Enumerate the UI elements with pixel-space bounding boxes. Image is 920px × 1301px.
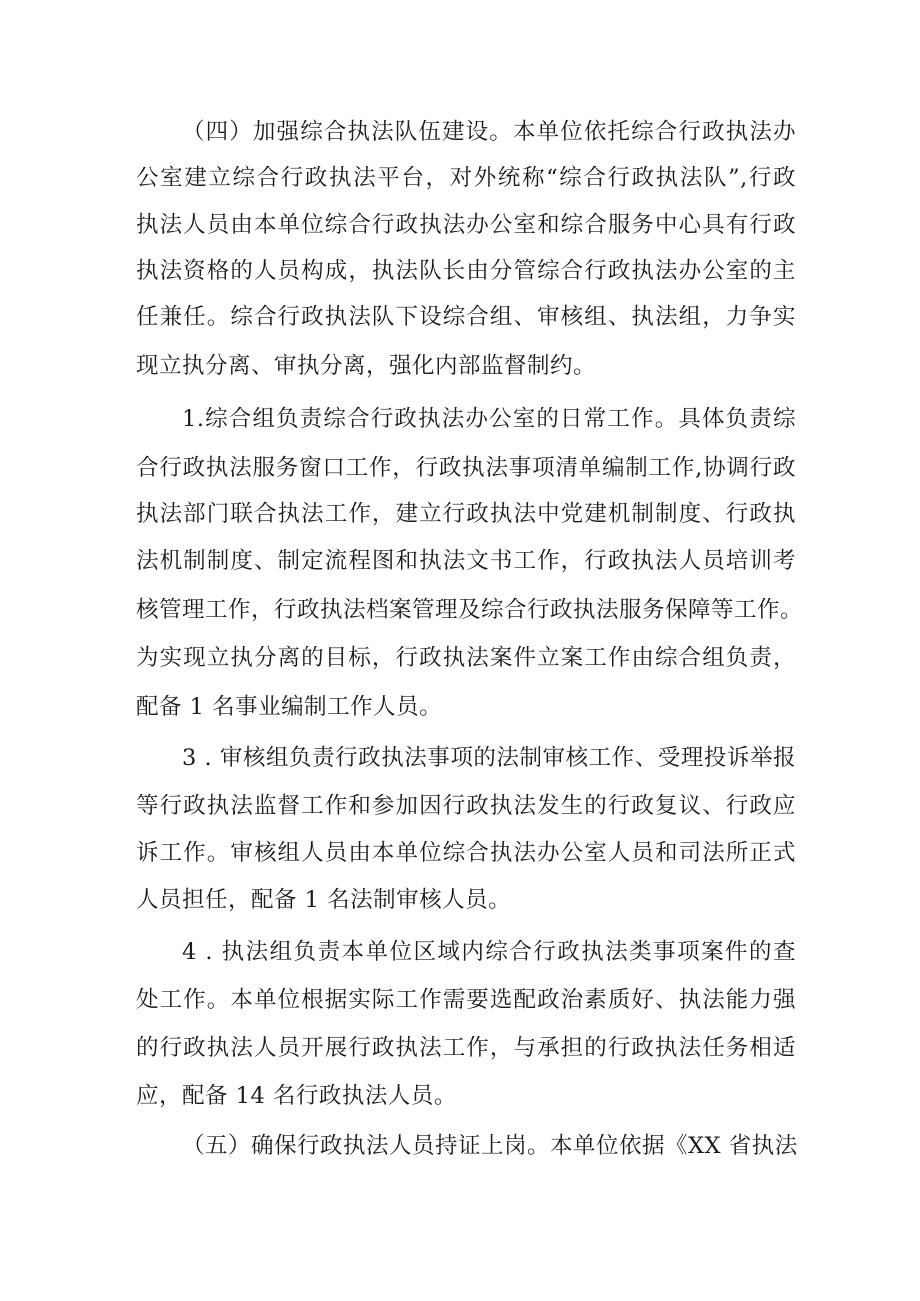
- text-line: （四）加强综合执法队伍建设。本单位依托综合行政执法办: [182, 119, 796, 145]
- text-line: 为实现立执分离的目标，行政执法案件立案工作由综合组负责，: [136, 645, 796, 671]
- text-line: 应，配备 14 名行政执法人员。: [136, 1083, 457, 1109]
- text-line: 法机制制度、制定流程图和执法文书工作，行政执法人员培训考: [136, 548, 796, 574]
- text-line: 3 . 审核组负责行政执法事项的法制审核工作、受理投诉举报: [182, 745, 796, 771]
- text-line: 等行政执法监督工作和参加因行政执法发生的行政复议、行政应: [136, 793, 796, 819]
- text-line: 人员担任，配备 1 名法制审核人员。: [136, 887, 512, 913]
- text-line: （五）确保行政执法人员持证上岗。本单位依据《XX 省执法: [182, 1133, 798, 1159]
- text-line: 核管理工作，行政执法档案管理及综合行政执法服务保障等工作。: [136, 597, 804, 623]
- text-line: 4 . 执法组负责本单位区域内综合行政执法类事项案件的查: [182, 939, 796, 965]
- text-line: 任兼任。综合行政执法队下设综合组、审核组、执法组，力争实: [136, 304, 796, 330]
- text-line: 诉工作。审核组人员由本单位综合执法办公室人员和司法所正式: [136, 840, 796, 866]
- text-line: 处工作。本单位根据实际工作需要选配政治素质好、执法能力强: [136, 987, 796, 1013]
- text-line: 配备 1 名事业编制工作人员。: [136, 694, 443, 720]
- text-line: 合行政执法服务窗口工作，行政执法事项清单编制工作,协调行政: [136, 455, 796, 481]
- text-line: 公室建立综合行政执法平台，对外统称“综合行政执法队”,行政: [136, 165, 796, 191]
- text-line: 执法部门联合执法工作，建立行政执法中党建机制制度、行政执: [136, 501, 796, 527]
- text-line: 1.综合组负责综合行政执法办公室的日常工作。具体负责综: [182, 406, 796, 432]
- text-line: 执法资格的人员构成，执法队长由分管综合行政执法办公室的主: [136, 258, 796, 284]
- text-line: 现立执分离、审执分离，强化内部监督制约。: [136, 353, 597, 379]
- text-line: 执法人员由本单位综合行政执法办公室和综合服务中心具有行政: [136, 212, 796, 238]
- text-line: 的行政执法人员开展行政执法工作，与承担的行政执法任务相适: [136, 1035, 796, 1061]
